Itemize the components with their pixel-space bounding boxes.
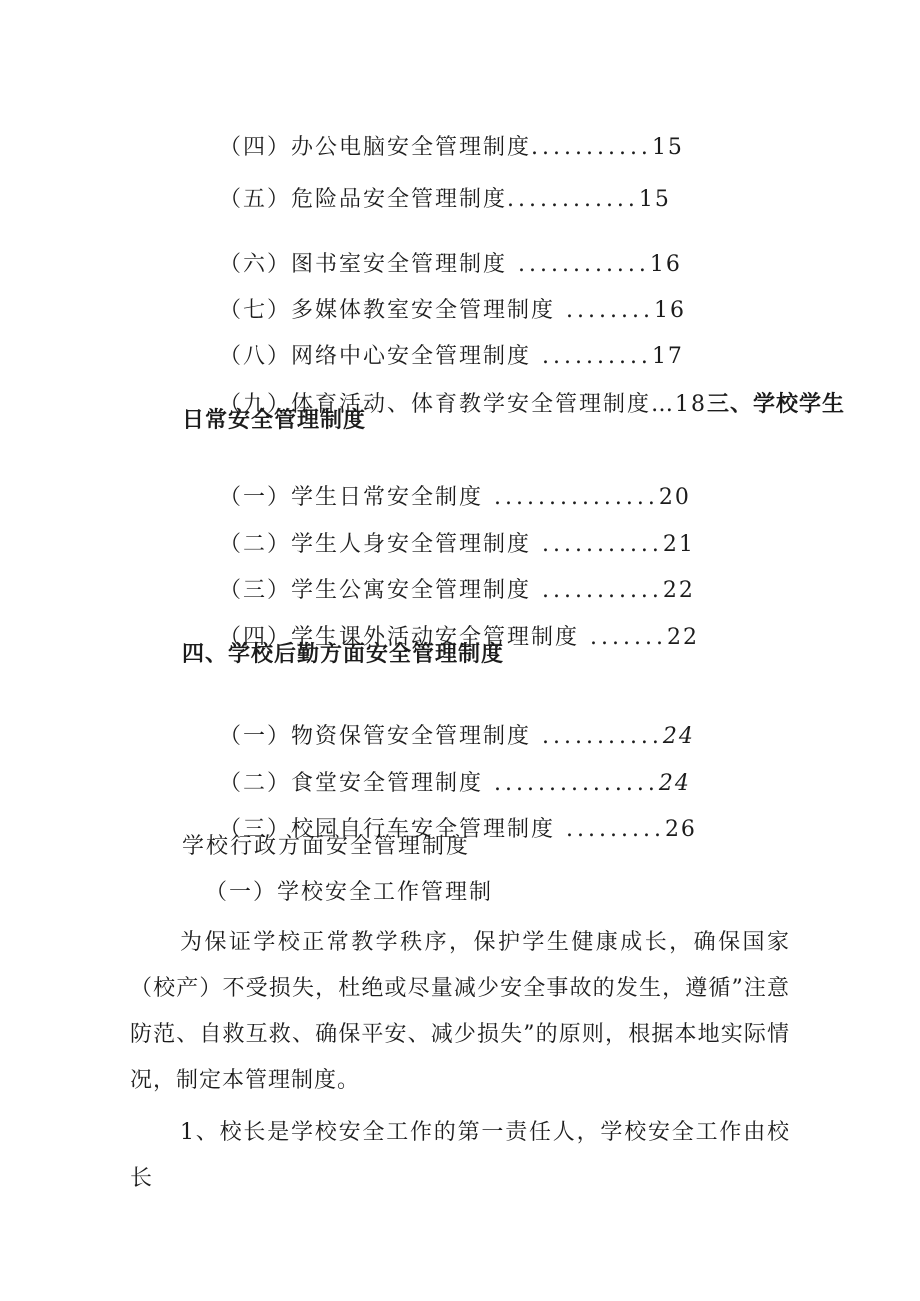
- toc-entry-page: 20: [658, 485, 691, 510]
- toc-entry-page: 17: [651, 344, 684, 369]
- toc-entry-label: （二）食堂安全管理制度: [218, 771, 483, 796]
- toc-section-heading: 日常安全管理制度: [182, 408, 367, 433]
- toc-entry: [183, 360, 845, 450]
- toc-section-heading: 三、学校学生: [707, 392, 846, 417]
- body-paragraph: 1、校长是学校安全工作的第一责任人，学校安全工作由校长: [130, 1120, 790, 1191]
- toc-entry-label: （一）物资保管安全管理制度: [218, 724, 531, 749]
- toc-entry-page: 21: [662, 532, 695, 557]
- toc-entry-leader: ............: [507, 252, 650, 277]
- toc-entry-leader: ...............: [483, 485, 659, 510]
- toc-entry-leader: ...............: [483, 771, 659, 796]
- toc-entry-label: （七）多媒体教室安全管理制度: [218, 298, 555, 323]
- toc-entry-leader: ...........: [531, 578, 663, 603]
- toc-entry-label: （四）办公电脑安全管理制度: [218, 135, 531, 160]
- toc-entry-page: 22: [662, 578, 695, 603]
- toc-entry-leader: ..........: [531, 344, 652, 369]
- toc-entry-label: （三）校园自行车安全管理制度: [218, 817, 555, 842]
- toc-entry-leader: ...........: [531, 135, 652, 160]
- toc-entry-label: （八）网络中心安全管理制度: [218, 344, 531, 369]
- toc-entry-page: 16: [649, 252, 682, 277]
- toc-entry-label: （一）学生日常安全制度: [218, 485, 483, 510]
- toc-entry-leader: ............: [507, 187, 639, 212]
- toc-entry-leader: .........: [555, 817, 665, 842]
- toc-entry-label: （六）图书室安全管理制度: [218, 252, 507, 277]
- toc-entry-leader: ...........: [531, 724, 663, 749]
- toc-entry-page: 15: [638, 187, 671, 212]
- toc-entry-leader: ...........: [531, 532, 663, 557]
- toc-entry-page: 15: [651, 135, 684, 160]
- toc-section-heading: 四、学校后勤方面安全管理制度: [182, 642, 505, 667]
- toc-entry-page: 18: [675, 392, 707, 417]
- toc-entry-page: 24: [662, 724, 695, 749]
- toc-entry-leader: …: [651, 392, 675, 417]
- toc-entry-label: （九）体育活动、体育教学安全管理制度: [218, 392, 651, 417]
- toc-entry-label: （三）学生公寓安全管理制度: [218, 578, 531, 603]
- toc-entry-label: （四）学生课外活动安全管理制度: [218, 625, 579, 650]
- subsection-title: （一）学校安全工作管理制: [205, 880, 494, 905]
- toc-entry-page: 26: [664, 817, 697, 842]
- toc-entry-leader: ........: [555, 298, 654, 323]
- section-title: 学校行政方面安全管理制度: [182, 834, 471, 859]
- body-paragraph: 为保证学校正常教学秩序，保护学生健康成长，确保国家（校产）不受损失，杜绝或尽量减少安全事故的发生，遵循”注意防范、自救互救、确保平安、减少损失”的原则，根据本地实际情况，制定本管理制度。: [130, 930, 790, 1093]
- toc-entry-leader: .......: [579, 625, 667, 650]
- toc-entry-label: （二）学生人身安全管理制度: [218, 532, 531, 557]
- toc-entry-page: 22: [666, 625, 699, 650]
- toc-entry-page: 16: [653, 298, 686, 323]
- toc-entry-page: 24: [658, 771, 691, 796]
- toc-entry-label: （五）危险品安全管理制度: [218, 187, 507, 212]
